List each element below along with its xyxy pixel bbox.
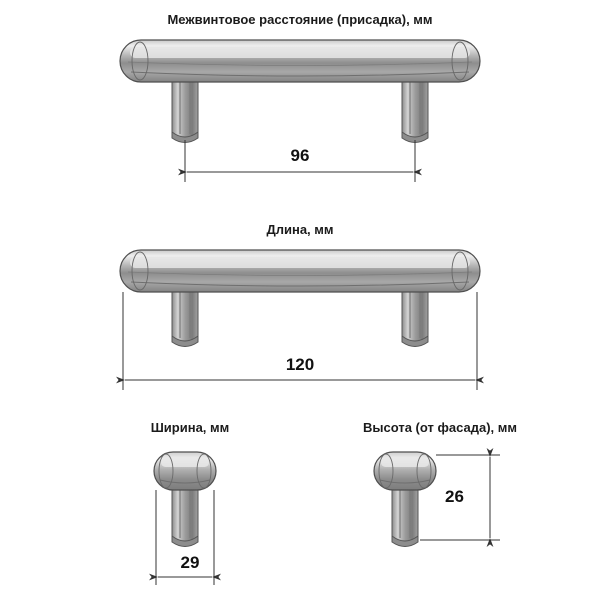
post-v4: [392, 480, 418, 547]
dimension-value-center-distance: 96: [290, 146, 310, 165]
dimension-value-height: 26: [445, 487, 464, 506]
handle-bar-v1: [120, 40, 480, 82]
post-v3: [172, 480, 198, 547]
post-left-v1: [172, 72, 198, 143]
dimension-value-length: 120: [285, 355, 315, 374]
view-caption-center-distance: Межвинтовое расстояние (присадка), мм: [167, 12, 433, 27]
dimension-line-length: [123, 292, 477, 390]
view-caption-width: Ширина, мм: [150, 420, 230, 435]
post-left-v2: [172, 282, 198, 347]
handle-bar-v2: [120, 250, 480, 292]
post-right-v2: [402, 282, 428, 347]
view-caption-length: Длина, мм: [266, 222, 334, 237]
view-caption-height: Высота (от фасада), мм: [363, 420, 517, 435]
dimension-value-width: 29: [180, 553, 200, 572]
handle-end-cap-v4: [374, 452, 436, 490]
handle-end-cap-v3: [154, 452, 216, 490]
post-right-v1: [402, 72, 428, 143]
